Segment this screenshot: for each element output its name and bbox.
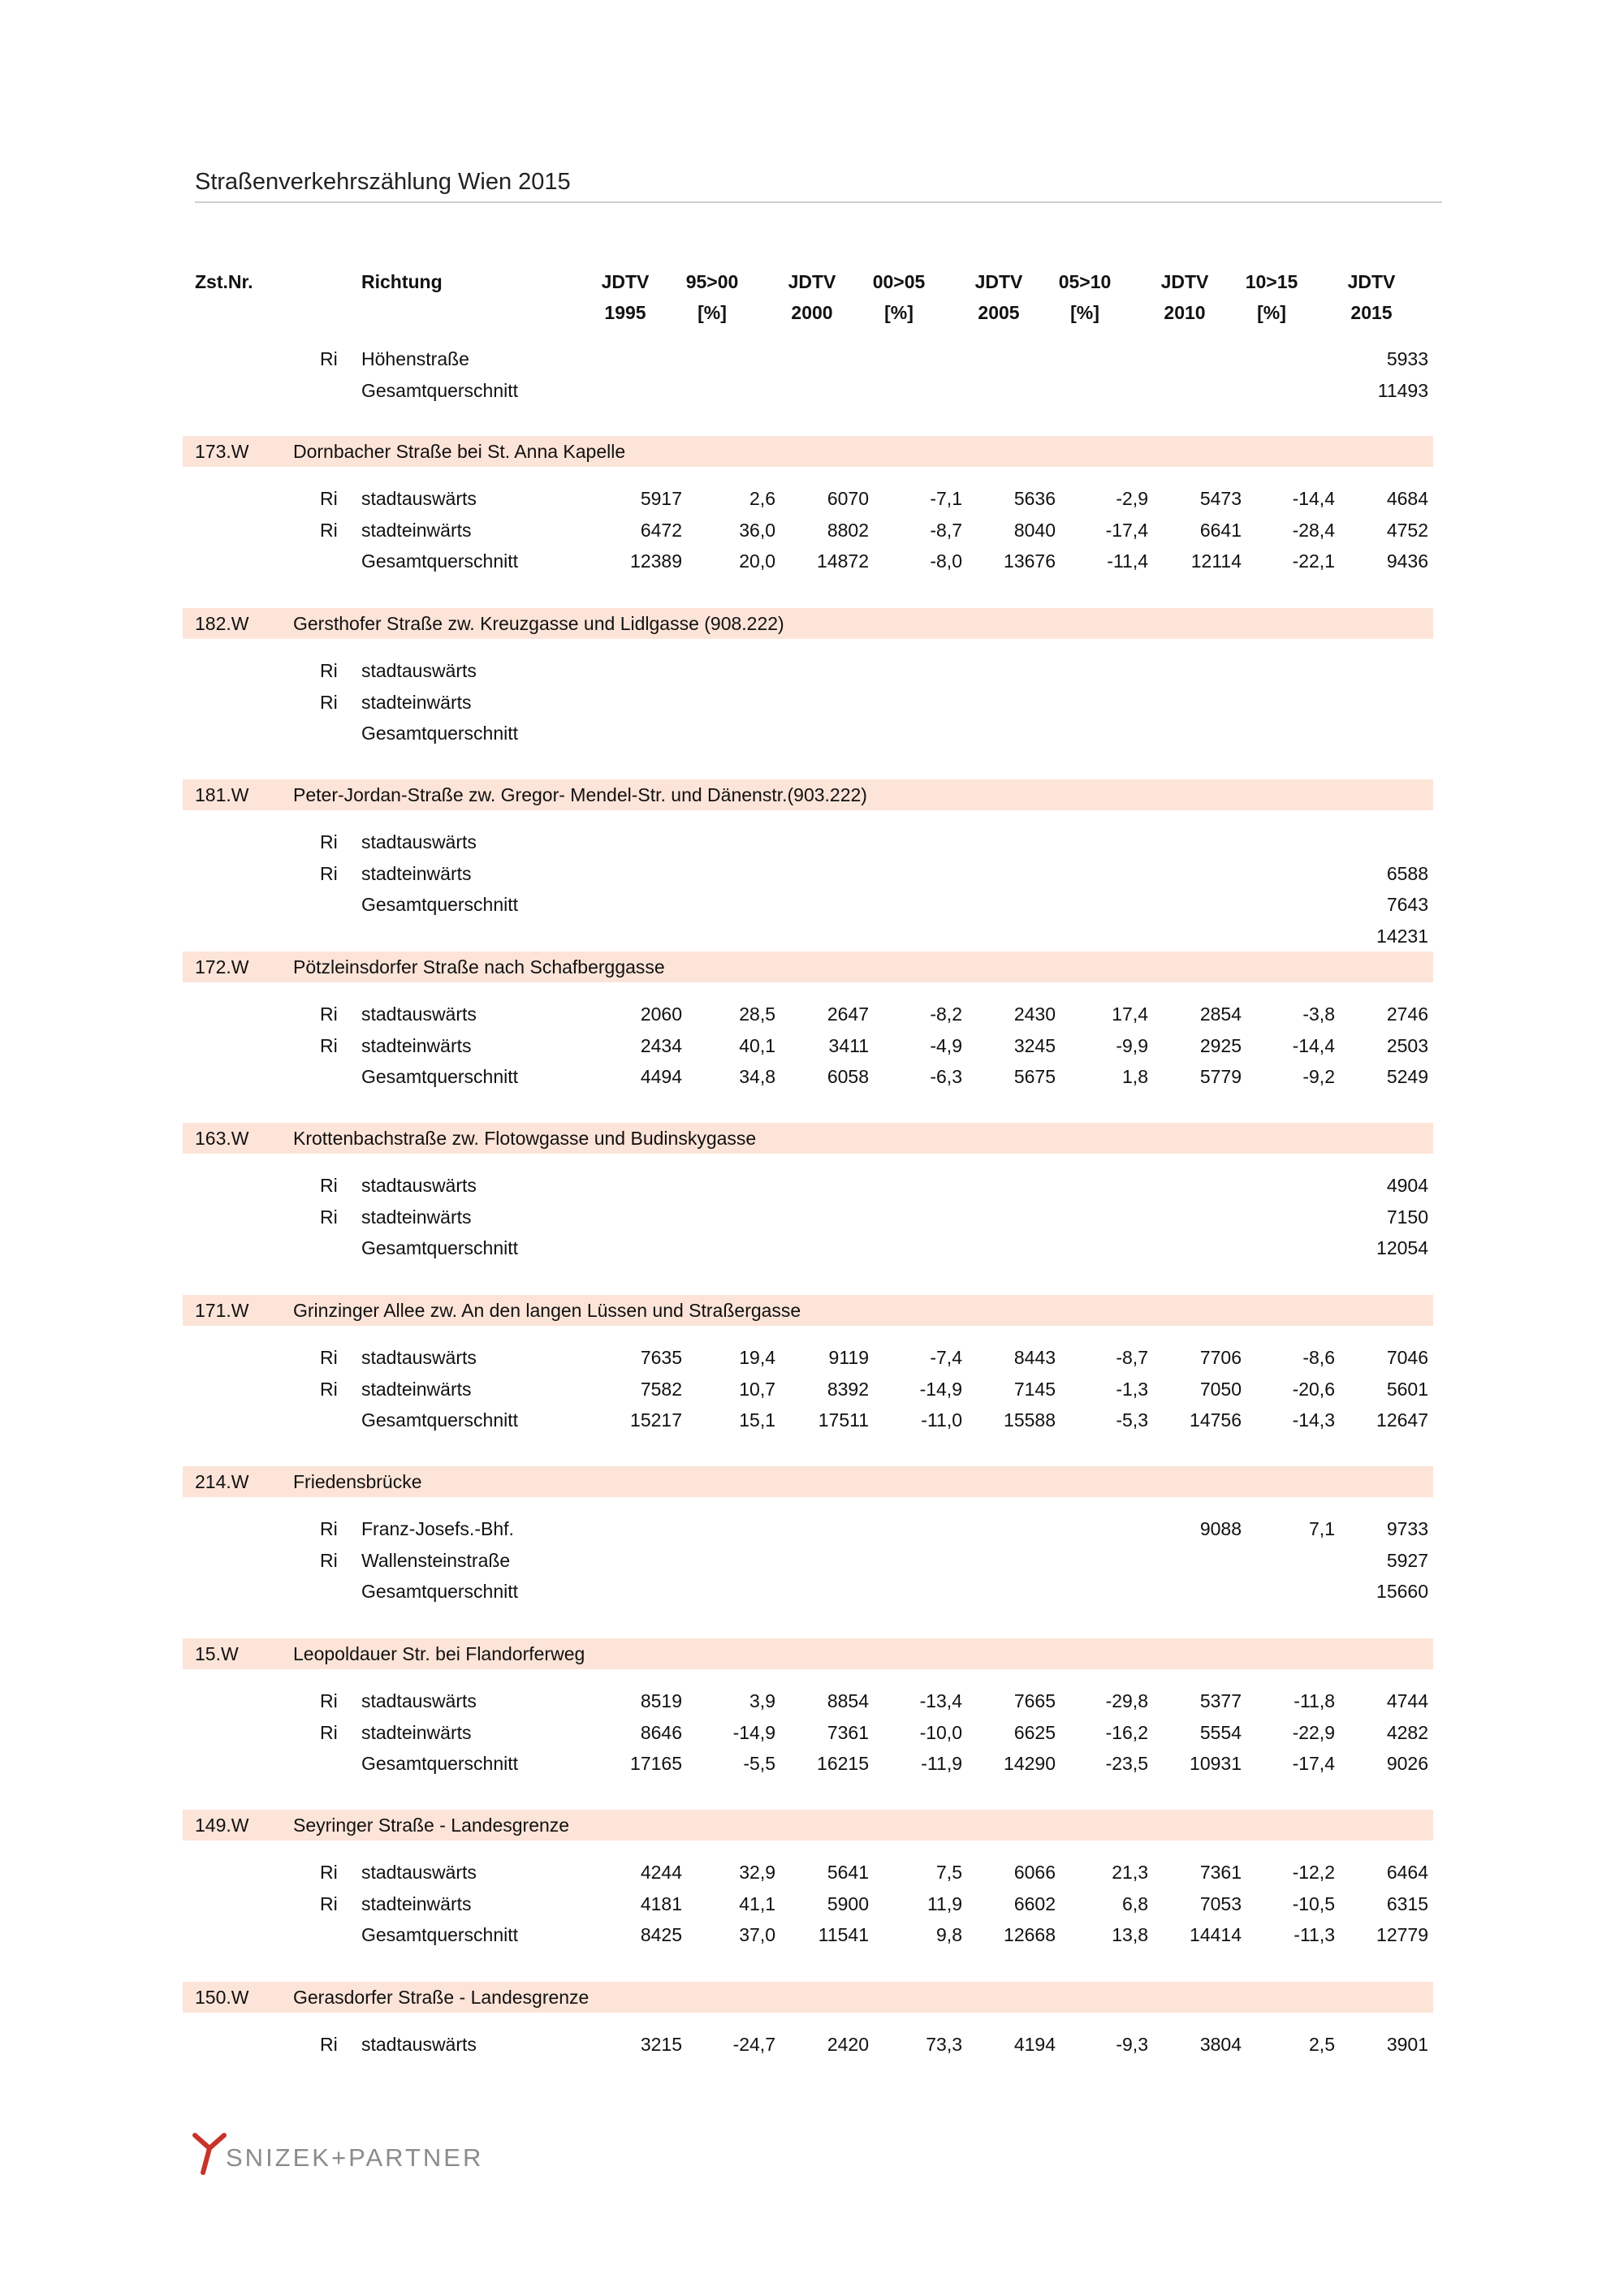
table-cell-value: 12114	[1190, 550, 1242, 572]
direction-prefix: Ri	[320, 660, 338, 681]
direction-label: Gesamtquerschnitt	[361, 1924, 519, 1945]
table-cell-value: 2060	[640, 1003, 682, 1025]
table-cell-value: -5,5	[743, 1753, 775, 1774]
table-cell-value: -7,1	[930, 488, 962, 509]
table-cell-value: 6602	[1013, 1892, 1056, 1914]
column-header-richtung: Richtung	[361, 271, 443, 292]
column-header-line1: 95>00	[685, 271, 739, 292]
table-cell-value: 9733	[1386, 1518, 1428, 1539]
direction-prefix: Ri	[320, 1721, 338, 1743]
direction-label: stadtauswärts	[361, 1003, 477, 1025]
table-cell-value: 2647	[827, 1003, 869, 1025]
section-band	[183, 1466, 1433, 1497]
table-cell-value: -29,8	[1105, 1690, 1148, 1711]
station-location: Leopoldauer Str. bei Flandorferweg	[293, 1643, 585, 1664]
column-header-line2: 2015	[1350, 302, 1393, 323]
table-cell-value: 12668	[1004, 1924, 1056, 1945]
table-cell-value: -8,0	[930, 550, 962, 572]
table-cell-value: 9,8	[936, 1924, 962, 1945]
logo-mark-icon	[195, 2135, 224, 2173]
table-cell-value: 7643	[1386, 894, 1428, 915]
station-number: 172.W	[195, 956, 249, 978]
direction-prefix: Ri	[320, 862, 338, 884]
table-cell-value: 20,0	[739, 550, 775, 572]
table-cell-value: 3245	[1013, 1034, 1056, 1056]
direction-label: stadtauswärts	[361, 488, 477, 509]
table-cell-value: 4752	[1386, 519, 1428, 541]
table-cell-value: 37,0	[739, 1924, 775, 1945]
column-header-line2: [%]	[884, 302, 914, 323]
table-cell-value: 40,1	[739, 1034, 775, 1056]
table-cell-value: 5933	[1386, 348, 1428, 369]
table-cell-value: -24,7	[732, 2034, 775, 2055]
station-number: 182.W	[195, 613, 249, 634]
table-cell-value: -4,9	[930, 1034, 962, 1056]
direction-prefix: Ri	[320, 1034, 338, 1056]
table-cell-value: 7046	[1386, 1347, 1428, 1368]
table-cell-value: 13676	[1004, 550, 1056, 572]
direction-label: Gesamtquerschnitt	[361, 1753, 519, 1774]
table-cell-value: -7,4	[930, 1347, 962, 1368]
station-number: 171.W	[195, 1300, 249, 1321]
table-cell-value: -8,7	[1116, 1347, 1148, 1368]
table-cell-value: 3411	[828, 1034, 869, 1056]
column-header	[577, 266, 674, 328]
column-header-line2: [%]	[698, 302, 727, 323]
table-cell-value: 4904	[1386, 1175, 1428, 1196]
section-band	[183, 436, 1433, 467]
table-cell-value: 15217	[630, 1409, 682, 1431]
table-cell-value: 7053	[1199, 1892, 1242, 1914]
table-cell-value: 36,0	[739, 519, 775, 541]
direction-prefix: Ri	[320, 1175, 338, 1196]
table-cell-value: -22,9	[1292, 1721, 1335, 1743]
table-cell-value: 7150	[1386, 1206, 1428, 1228]
table-cell-value: 34,8	[739, 1066, 775, 1087]
direction-prefix: Ri	[320, 519, 338, 541]
section-band	[183, 952, 1433, 982]
table-cell-value: 4282	[1386, 1721, 1428, 1743]
section-band	[183, 608, 1433, 639]
table-cell-value: 2,6	[749, 488, 775, 509]
column-header-line1: 05>10	[1058, 271, 1112, 292]
station-location: Friedensbrücke	[293, 1471, 422, 1492]
table-cell-value: 7361	[1199, 1862, 1242, 1883]
station-number: 163.W	[195, 1128, 249, 1149]
table-cell-value: -22,1	[1292, 550, 1335, 572]
direction-label: stadtauswärts	[361, 660, 477, 681]
table-cell-value: 16215	[817, 1753, 869, 1774]
station-location: Dornbacher Straße bei St. Anna Kapelle	[293, 441, 626, 462]
table-cell-value: 14231	[1376, 925, 1428, 947]
column-header-line2: 1995	[604, 302, 646, 323]
station-number: 214.W	[195, 1471, 249, 1492]
station-number: 149.W	[195, 1815, 249, 1836]
direction-label: Gesamtquerschnitt	[361, 379, 519, 401]
direction-prefix: Ri	[320, 1378, 338, 1400]
table-cell-value: 2,5	[1309, 2034, 1335, 2055]
table-cell-value: -10,0	[919, 1721, 962, 1743]
direction-prefix: Ri	[320, 691, 338, 713]
table-cell-value: -14,9	[919, 1378, 962, 1400]
direction-prefix: Ri	[320, 1347, 338, 1368]
table-cell-value: 6588	[1386, 862, 1428, 884]
table-cell-value: -11,0	[921, 1409, 962, 1431]
table-cell-value: 14756	[1190, 1409, 1242, 1431]
table-cell-value: 6070	[827, 488, 869, 509]
table-cell-value: 17511	[818, 1409, 869, 1431]
table-cell-value: 17165	[630, 1753, 682, 1774]
direction-prefix: Ri	[320, 1003, 338, 1025]
table-cell-value: -12,2	[1292, 1862, 1335, 1883]
table-cell-value: -14,4	[1292, 488, 1335, 509]
station-location: Gerasdorfer Straße - Landesgrenze	[293, 1987, 590, 2008]
table-cell-value: -20,6	[1292, 1378, 1335, 1400]
table-cell-value: 32,9	[739, 1862, 775, 1883]
table-cell-value: 12647	[1376, 1409, 1428, 1431]
table-cell-value: 4684	[1386, 488, 1428, 509]
column-header-line1: JDTV	[1347, 271, 1396, 292]
logo-text: SNIZEK+PARTNER	[226, 2143, 484, 2172]
direction-label: stadtauswärts	[361, 1690, 477, 1711]
table-cell-value: 7361	[827, 1721, 869, 1743]
table-cell-value: 5601	[1386, 1378, 1428, 1400]
table-cell-value: 9026	[1386, 1753, 1428, 1774]
table-cell-value: -10,5	[1292, 1892, 1335, 1914]
station-location: Seyringer Straße - Landesgrenze	[293, 1815, 570, 1836]
table-cell-value: 8040	[1013, 519, 1056, 541]
direction-label: Gesamtquerschnitt	[361, 550, 519, 572]
table-cell-value: 11541	[818, 1924, 869, 1945]
table-cell-value: 5641	[827, 1862, 869, 1883]
direction-prefix: Ri	[320, 1518, 338, 1539]
table-cell-value: -13,4	[919, 1690, 962, 1711]
table-cell-value: 21,3	[1112, 1862, 1148, 1883]
table-cell-value: 9436	[1386, 550, 1428, 572]
table-cell-value: -23,5	[1105, 1753, 1148, 1774]
table-cell-value: 4494	[640, 1066, 682, 1087]
table-cell-value: -9,3	[1116, 2034, 1148, 2055]
table-cell-value: -3,8	[1302, 1003, 1335, 1025]
station-location: Krottenbachstraße zw. Flotowgasse und Budinskygasse	[293, 1128, 757, 1149]
direction-label: stadteinwärts	[361, 862, 472, 884]
table-cell-value: 13,8	[1112, 1924, 1148, 1945]
table-cell-value: 11493	[1377, 379, 1428, 401]
table-cell-value: 14290	[1004, 1753, 1056, 1774]
table-cell-value: 5927	[1386, 1549, 1428, 1571]
table-cell-value: 19,4	[739, 1347, 775, 1368]
table-cell-value: 5917	[640, 488, 682, 509]
table-cell-value: -11,9	[921, 1753, 962, 1774]
column-header-line2: 2010	[1164, 302, 1206, 323]
direction-prefix: Ri	[320, 1690, 338, 1711]
direction-label: stadtauswärts	[361, 831, 477, 852]
direction-label: stadteinwärts	[361, 1206, 472, 1228]
section-band	[183, 1982, 1433, 2013]
section-band	[183, 1295, 1433, 1326]
table-cell-value: 5249	[1386, 1066, 1428, 1087]
table-cell-value: 3901	[1386, 2034, 1428, 2055]
table-cell-value: 5636	[1013, 488, 1056, 509]
table-cell-value: 9088	[1199, 1518, 1242, 1539]
table-cell-value: 5377	[1199, 1690, 1242, 1711]
table-cell-value: 5900	[827, 1892, 869, 1914]
table-cell-value: 4244	[640, 1862, 682, 1883]
table-cell-value: 7145	[1013, 1378, 1056, 1400]
table-cell-value: 6058	[827, 1066, 869, 1087]
table-cell-value: 15588	[1004, 1409, 1056, 1431]
direction-label: stadteinwärts	[361, 1378, 472, 1400]
snizek-partner-logo	[192, 2130, 533, 2179]
table-cell-value: 8854	[827, 1690, 869, 1711]
table-cell-value: -6,3	[930, 1066, 962, 1087]
table-cell-value: 6641	[1199, 519, 1242, 541]
table-cell-value: 8425	[640, 1924, 682, 1945]
direction-label: Gesamtquerschnitt	[361, 723, 519, 744]
table-cell-value: 2420	[827, 2034, 869, 2055]
table-cell-value: 41,1	[739, 1892, 775, 1914]
direction-prefix: Ri	[320, 1549, 338, 1571]
column-header	[1223, 266, 1320, 328]
table-cell-value: 6625	[1013, 1721, 1056, 1743]
column-header-line1: 10>15	[1245, 271, 1298, 292]
table-cell-value: 5779	[1199, 1066, 1242, 1087]
table-cell-value: 73,3	[926, 2034, 962, 2055]
column-header-zst: Zst.Nr.	[195, 271, 253, 292]
table-cell-value: 5473	[1199, 488, 1242, 509]
table-cell-value: 15660	[1376, 1581, 1428, 1602]
direction-label: stadteinwärts	[361, 1721, 472, 1743]
table-cell-value: 2434	[640, 1034, 682, 1056]
table-cell-value: -17,4	[1105, 519, 1148, 541]
direction-label: stadteinwärts	[361, 1892, 472, 1914]
table-cell-value: 6,8	[1122, 1892, 1148, 1914]
direction-prefix: Ri	[320, 1892, 338, 1914]
table-cell-value: 14414	[1190, 1924, 1242, 1945]
direction-label: stadtauswärts	[361, 2034, 477, 2055]
table-cell-value: 6464	[1386, 1862, 1428, 1883]
direction-label: Gesamtquerschnitt	[361, 1237, 519, 1258]
direction-prefix: Ri	[320, 488, 338, 509]
table-cell-value: -11,4	[1107, 550, 1148, 572]
title-divider	[195, 201, 1442, 203]
table-cell-value: 7050	[1199, 1378, 1242, 1400]
table-cell-value: -8,6	[1302, 1347, 1335, 1368]
section-band	[183, 1123, 1433, 1154]
section-band	[183, 779, 1433, 810]
table-cell-value: -8,7	[930, 519, 962, 541]
section-band	[183, 1810, 1433, 1841]
direction-label: stadtauswärts	[361, 1175, 477, 1196]
table-cell-value: 1,8	[1122, 1066, 1148, 1087]
table-cell-value: 11,9	[926, 1892, 962, 1914]
column-header	[1323, 266, 1420, 328]
table-cell-value: 12779	[1376, 1924, 1428, 1945]
station-location: Peter-Jordan-Straße zw. Gregor- Mendel-Str. und Dänenstr.(903.222)	[293, 784, 867, 805]
column-header-line1: JDTV	[601, 271, 650, 292]
station-number: 173.W	[195, 441, 249, 462]
direction-prefix: Ri	[320, 348, 338, 369]
table-cell-value: 7635	[640, 1347, 682, 1368]
direction-label: stadteinwärts	[361, 1034, 472, 1056]
direction-prefix: Ri	[320, 1206, 338, 1228]
table-cell-value: 7665	[1013, 1690, 1056, 1711]
table-cell-value: 9119	[828, 1347, 869, 1368]
direction-label: stadtauswärts	[361, 1347, 477, 1368]
column-header-line2: [%]	[1257, 302, 1286, 323]
column-header	[1136, 266, 1233, 328]
table-cell-value: 4194	[1013, 2034, 1056, 2055]
column-header-line2: 2005	[978, 302, 1020, 323]
table-cell-value: -9,9	[1116, 1034, 1148, 1056]
table-cell-value: -16,2	[1105, 1721, 1148, 1743]
table-cell-value: 2925	[1199, 1034, 1242, 1056]
document-title: Straßenverkehrszählung Wien 2015	[195, 169, 571, 195]
table-cell-value: 8646	[640, 1721, 682, 1743]
column-header-line2: 2000	[791, 302, 833, 323]
direction-label: Gesamtquerschnitt	[361, 1066, 519, 1087]
direction-label: stadteinwärts	[361, 691, 472, 713]
table-cell-value: -14,9	[732, 1721, 775, 1743]
direction-label: Wallensteinstraße	[361, 1549, 511, 1571]
table-cell-value: 7,1	[1309, 1518, 1335, 1539]
table-cell-value: 12389	[630, 550, 682, 572]
table-cell-value: 8443	[1013, 1347, 1056, 1368]
direction-prefix: Ri	[320, 2034, 338, 2055]
table-cell-value: -17,4	[1292, 1753, 1335, 1774]
table-cell-value: -1,3	[1116, 1378, 1148, 1400]
direction-label: Gesamtquerschnitt	[361, 1581, 519, 1602]
table-cell-value: 3804	[1199, 2034, 1242, 2055]
table-cell-value: 12054	[1376, 1237, 1428, 1258]
column-header-line1: JDTV	[974, 271, 1023, 292]
column-header	[663, 266, 761, 328]
table-cell-value: 4181	[640, 1892, 682, 1914]
table-cell-value: -2,9	[1116, 488, 1148, 509]
table-cell-value: 8802	[827, 519, 869, 541]
column-header	[763, 266, 861, 328]
station-number: 181.W	[195, 784, 249, 805]
column-header-line2: [%]	[1070, 302, 1099, 323]
table-cell-value: 10931	[1190, 1753, 1242, 1774]
table-cell-value: 10,7	[739, 1378, 775, 1400]
column-header	[950, 266, 1047, 328]
station-number: 15.W	[195, 1643, 239, 1664]
column-header-line1: JDTV	[788, 271, 836, 292]
table-cell-value: 2746	[1386, 1003, 1428, 1025]
table-cell-value: 3215	[640, 2034, 682, 2055]
direction-label: Franz-Josefs.-Bhf.	[361, 1518, 514, 1539]
column-header	[1036, 266, 1134, 328]
table-cell-value: -9,2	[1302, 1066, 1335, 1087]
table-cell-value: -8,2	[930, 1003, 962, 1025]
direction-label: Gesamtquerschnitt	[361, 894, 519, 915]
table-cell-value: 2854	[1199, 1003, 1242, 1025]
table-cell-value: 5675	[1013, 1066, 1056, 1087]
table-cell-value: 17,4	[1112, 1003, 1148, 1025]
table-cell-value: 2503	[1386, 1034, 1428, 1056]
station-location: Grinzinger Allee zw. An den langen Lüssen und Straßergasse	[293, 1300, 801, 1321]
table-cell-value: 7,5	[936, 1862, 962, 1883]
column-header	[850, 266, 948, 328]
table-cell-value: -14,3	[1292, 1409, 1335, 1431]
table-cell-value: 14872	[817, 550, 869, 572]
column-header-line1: 00>05	[872, 271, 926, 292]
table-cell-value: 7582	[640, 1378, 682, 1400]
direction-label: stadtauswärts	[361, 1862, 477, 1883]
table-cell-value: 15,1	[739, 1409, 775, 1431]
station-number: 150.W	[195, 1987, 249, 2008]
table-cell-value: 7706	[1199, 1347, 1242, 1368]
table-cell-value: 4744	[1386, 1690, 1428, 1711]
table-cell-value: 2430	[1013, 1003, 1056, 1025]
table-cell-value: 3,9	[749, 1690, 775, 1711]
table-cell-value: 28,5	[739, 1003, 775, 1025]
table-cell-value: -5,3	[1116, 1409, 1148, 1431]
section-band	[183, 1638, 1433, 1669]
table-cell-value: 8392	[827, 1378, 869, 1400]
table-cell-value: -28,4	[1292, 519, 1335, 541]
direction-label: stadteinwärts	[361, 519, 472, 541]
station-location: Pötzleinsdorfer Straße nach Schafberggasse	[293, 956, 665, 978]
direction-label: Höhenstraße	[361, 348, 469, 369]
table-cell-value: 6472	[640, 519, 682, 541]
table-cell-value: -11,8	[1294, 1690, 1335, 1711]
table-cell-value: 8519	[640, 1690, 682, 1711]
direction-prefix: Ri	[320, 831, 338, 852]
table-cell-value: 6315	[1386, 1892, 1428, 1914]
table-cell-value: 5554	[1199, 1721, 1242, 1743]
station-location: Gersthofer Straße zw. Kreuzgasse und Lidlgasse (908.222)	[293, 613, 784, 634]
table-cell-value: -14,4	[1292, 1034, 1335, 1056]
table-cell-value: -11,3	[1294, 1924, 1335, 1945]
direction-label: Gesamtquerschnitt	[361, 1409, 519, 1431]
direction-prefix: Ri	[320, 1862, 338, 1883]
table-cell-value: 6066	[1013, 1862, 1056, 1883]
column-header-line1: JDTV	[1160, 271, 1209, 292]
